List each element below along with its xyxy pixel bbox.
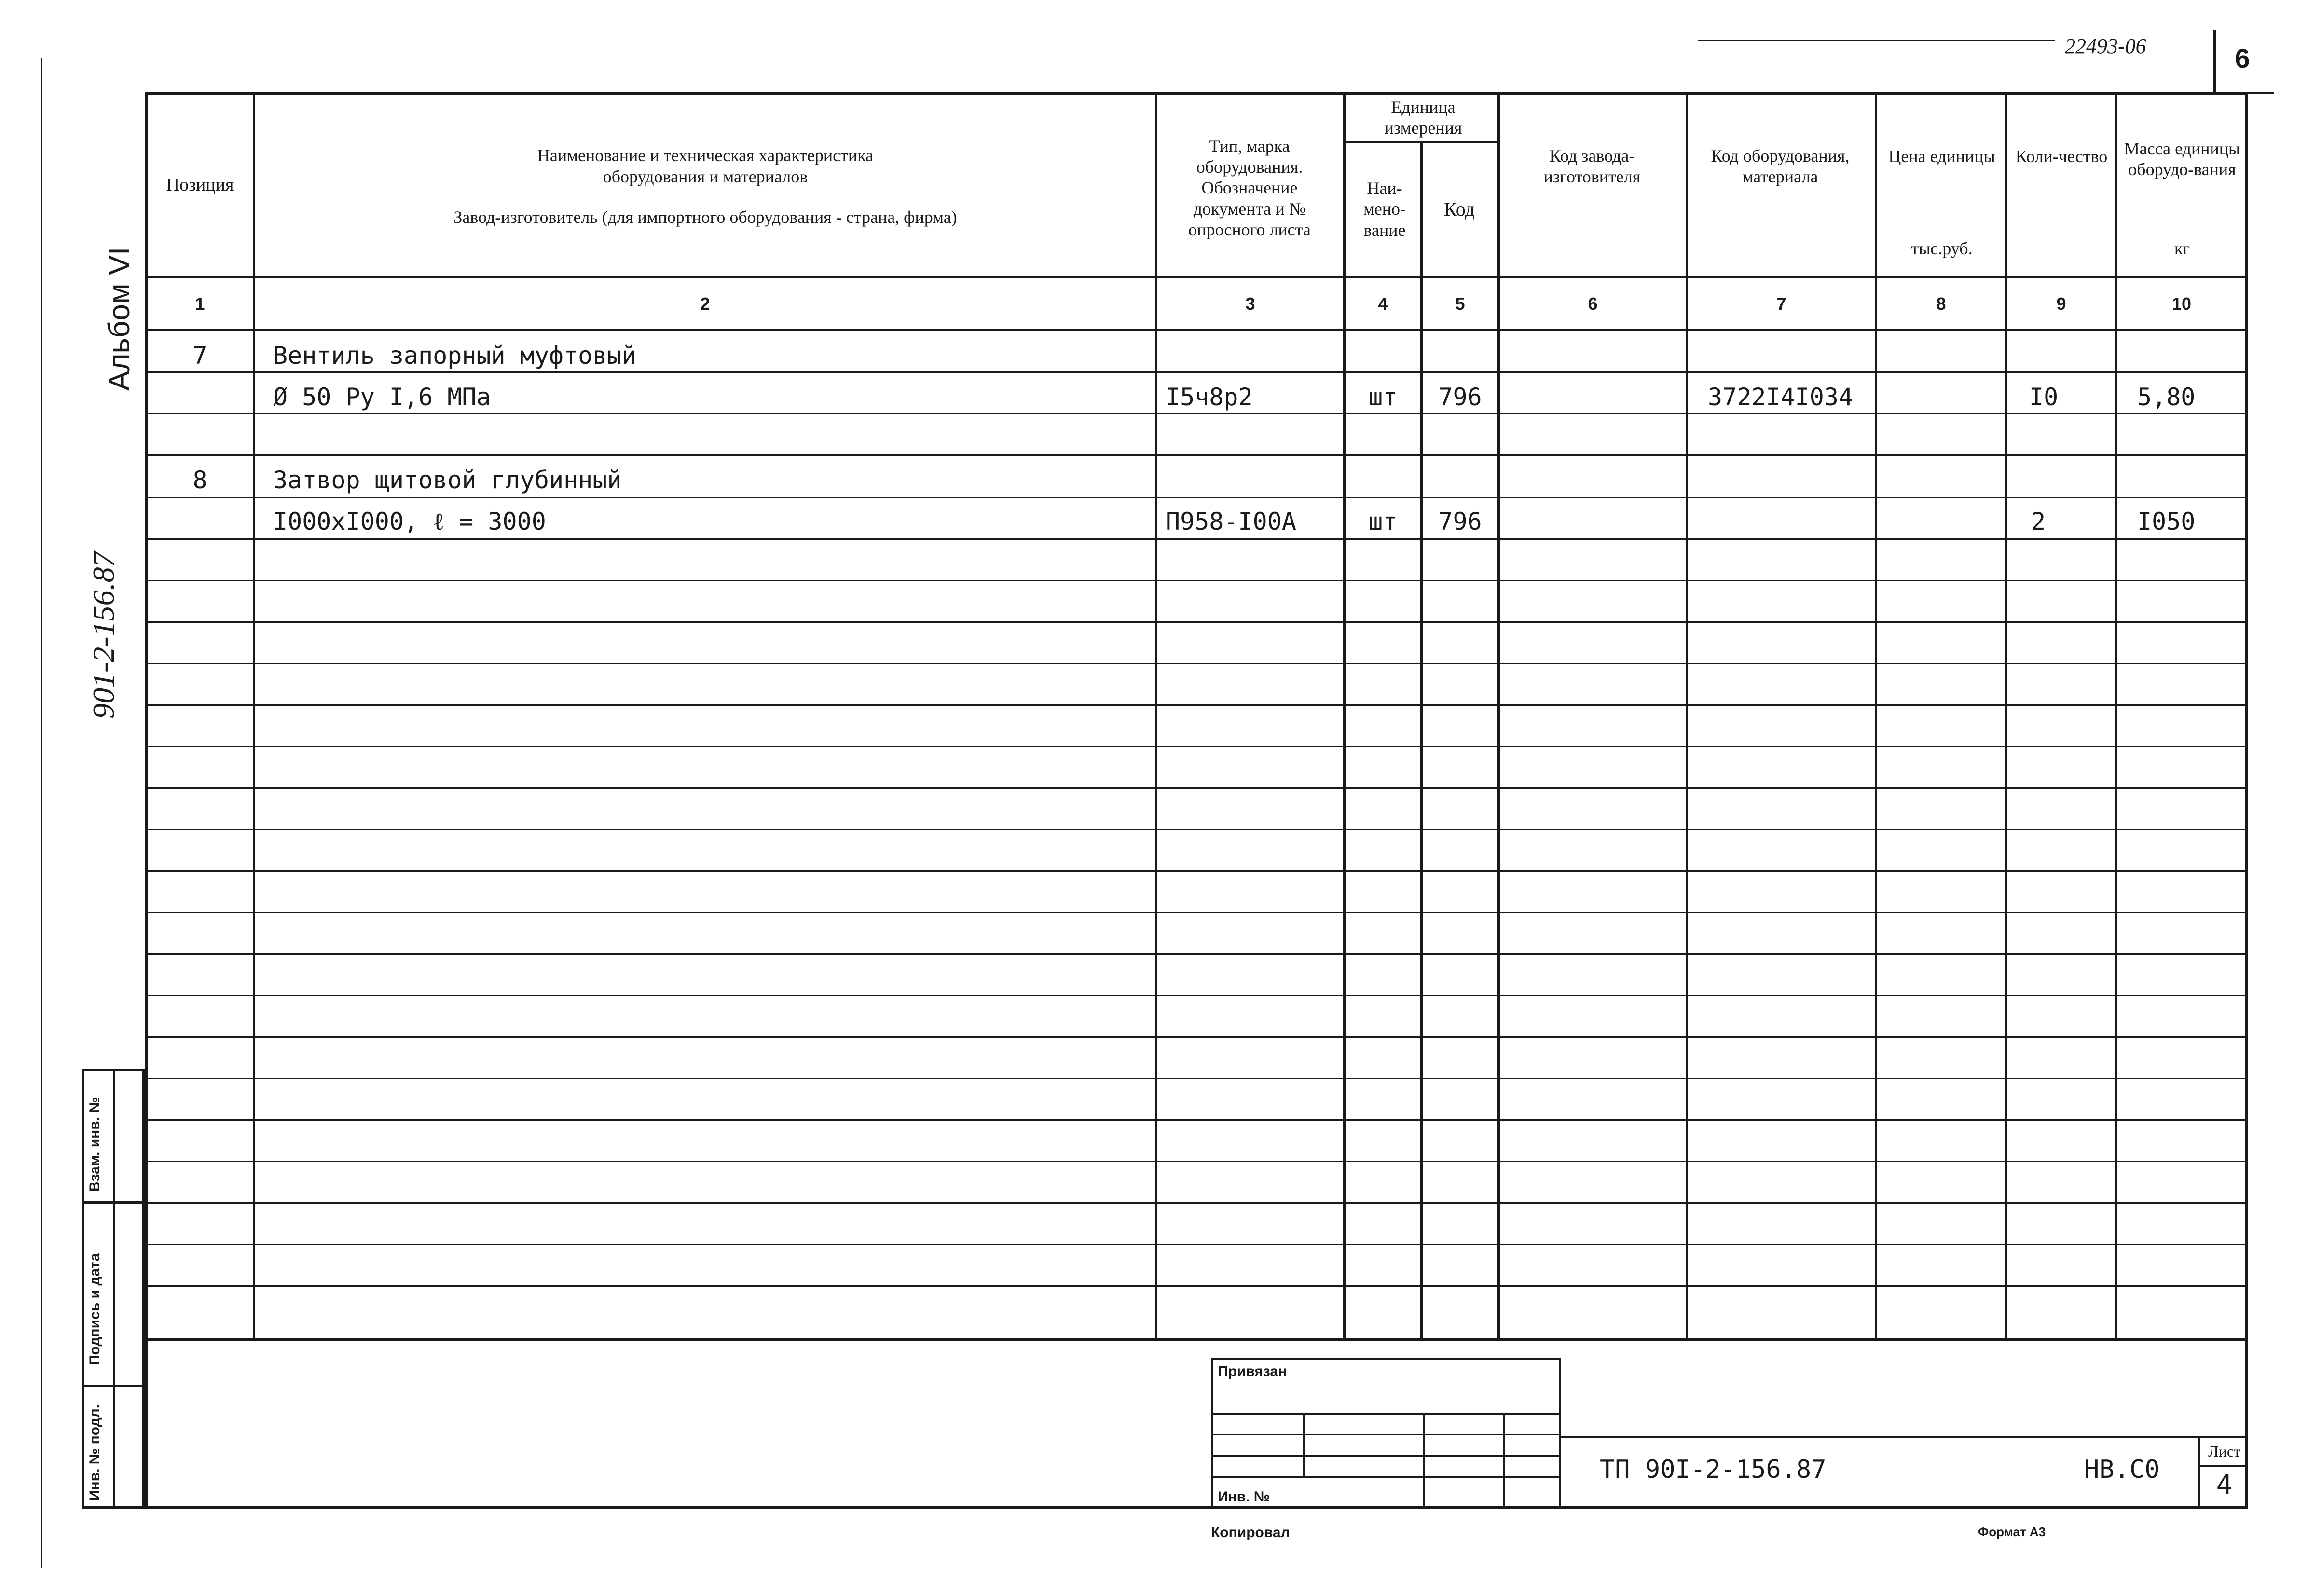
item-unit-name: шт xyxy=(1368,383,1398,411)
document-code: НВ.С0 xyxy=(2084,1455,2160,1484)
header-plant-code: Код завода-изготовителя xyxy=(1543,146,1641,186)
column-number: 1 xyxy=(195,293,205,314)
header-unit-group: Единица измерения xyxy=(1384,97,1462,138)
item-unit-code: 796 xyxy=(1438,508,1482,536)
header-quantity: Коли-чество xyxy=(2015,147,2108,166)
item-mass: 5,80 xyxy=(2137,383,2196,411)
side-label-original-inv: Инв. № подл. xyxy=(87,1404,103,1500)
item-name-line2: I000xI000, ℓ = 3000 xyxy=(273,508,546,536)
column-number: 9 xyxy=(2056,293,2066,314)
format-label: Формат А3 xyxy=(1978,1525,2046,1539)
column-number: 3 xyxy=(1245,293,1255,314)
header-unit-code: Код xyxy=(1444,198,1475,220)
side-label-replace-inv: Взам. инв. № xyxy=(87,1097,103,1192)
item-name-line1: Затвор щитовой глубинный xyxy=(273,466,622,494)
item-position: 7 xyxy=(192,342,207,370)
header-mass-unit: кг xyxy=(2174,239,2190,259)
item-position: 8 xyxy=(192,466,207,494)
header-name-line3: Завод-изготовитель (для импортного оборудования - страна, фирма) xyxy=(453,207,957,227)
column-number: 2 xyxy=(700,293,710,314)
header-position: Позиция xyxy=(166,174,234,195)
item-unit-code: 796 xyxy=(1438,383,1482,411)
header-price: Цена единицы xyxy=(1888,147,1995,166)
bound-block xyxy=(1211,1358,1561,1509)
item-type: П958-I00А xyxy=(1166,508,1296,536)
header-price-unit: тыс.руб. xyxy=(1911,239,1973,259)
column-number: 5 xyxy=(1455,293,1465,314)
item-type: I5ч8р2 xyxy=(1166,383,1253,411)
designation: ТП 90I-2-156.87 xyxy=(1600,1455,1827,1484)
column-number: 6 xyxy=(1588,293,1598,314)
side-code: 901-2-156.87 xyxy=(86,551,121,719)
item-name-line1: Вентиль запорный муфтовый xyxy=(273,342,636,370)
header-unit-name: Наи-мено-вание xyxy=(1363,179,1406,240)
item-quantity: 2 xyxy=(2031,508,2046,536)
item-material-code: 3722I4I034 xyxy=(1708,383,1854,411)
header-name-line1: Наименование и техническая характеристика xyxy=(537,146,874,165)
column-number: 4 xyxy=(1378,293,1388,314)
item-unit-name: шт xyxy=(1368,508,1398,536)
corner-sheet-number: 6 xyxy=(2235,43,2250,73)
copied-label: Копировал xyxy=(1211,1525,1290,1541)
column-number: 8 xyxy=(1936,293,1946,314)
item-name-line2: Ø 50 Ру I,6 МПа xyxy=(273,383,491,411)
bound-label: Привязан xyxy=(1218,1363,1287,1379)
column-number: 7 xyxy=(1776,293,1786,314)
header-material-code: Код оборудования, материала xyxy=(1711,146,1850,186)
column-number: 10 xyxy=(2171,293,2192,314)
item-quantity: I0 xyxy=(2029,383,2059,411)
document-number: 22493-06 xyxy=(2065,34,2146,58)
inv-label: Инв. № xyxy=(1218,1489,1270,1505)
item-mass: I050 xyxy=(2137,508,2196,536)
header-mass: Масса единицы оборудо-вания xyxy=(2124,138,2240,179)
sheet-number: 4 xyxy=(2216,1470,2233,1501)
header-name-line2: оборудования и материалов xyxy=(603,167,808,187)
header-type: Тип, марка оборудования. Обозначение документа и № опросного листа xyxy=(1188,137,1311,239)
sheet-label: Лист xyxy=(2208,1443,2240,1460)
side-label-signature-date: Подпись и дата xyxy=(87,1253,103,1365)
album-label: Альбом VI xyxy=(103,247,136,391)
